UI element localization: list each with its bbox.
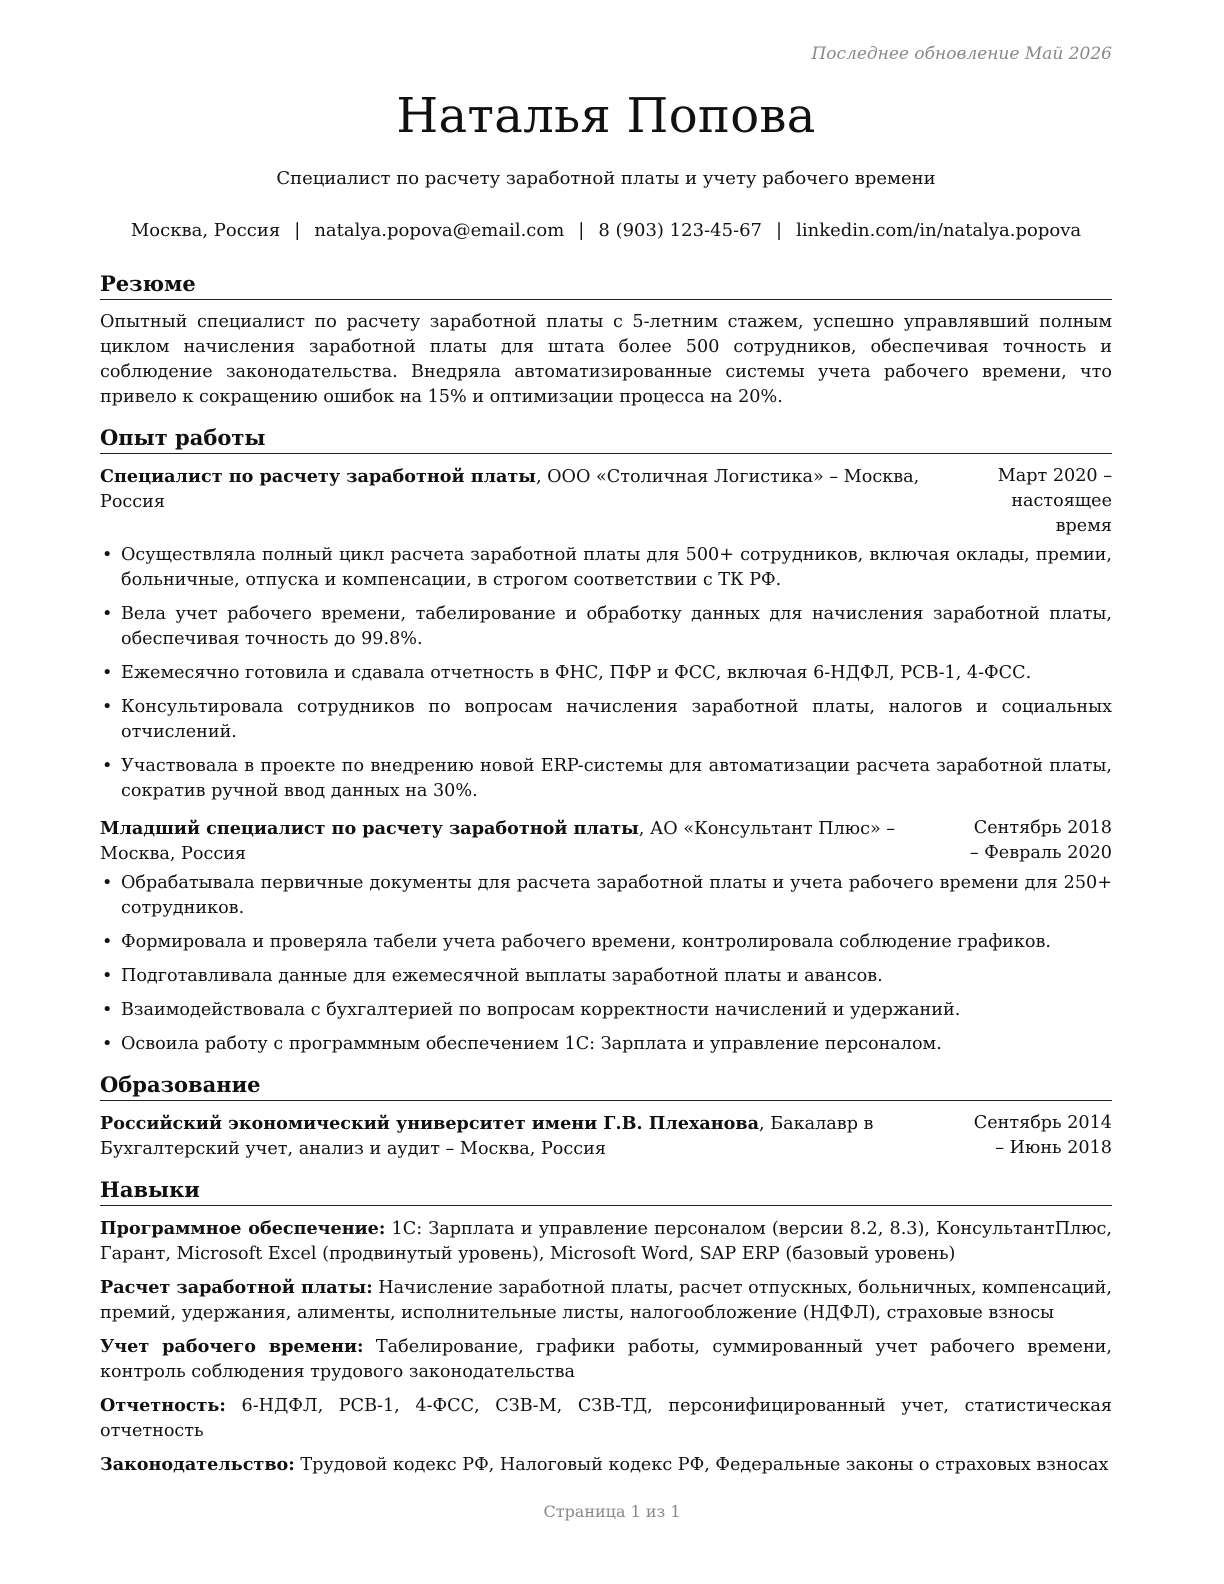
contacts-line: [100, 220, 1112, 241]
phone: 8 (903) 123-45-67: [598, 220, 763, 241]
skill-row: [100, 1452, 1112, 1478]
skills-section: [100, 1176, 1112, 1478]
location: Москва, Россия: [130, 220, 281, 241]
job-bullets: [100, 543, 1112, 804]
skill-text: Трудовой кодекс РФ, Налоговый кодекс РФ, Федеральные законы о страховых взносах: [294, 1455, 1109, 1475]
skill-text: Начисление заработной платы, расчет отпускных, больничных, компенсаций, премий, удержания, алименты, исполнительные листы, налогообложение (НДФЛ), страховые взносы: [100, 1278, 1112, 1323]
skill-text: Табелирование, графики работы, суммированный учет рабочего времени, контроль соблюдения трудового законодательства: [100, 1337, 1112, 1382]
skill-label: Расчет заработной платы:: [100, 1277, 373, 1298]
list-item: • Консультировала сотрудников по вопросам начисления заработной платы, налогов и социальных отчислений.: [100, 695, 1112, 745]
skill-label: Программное обеспечение:: [100, 1218, 386, 1239]
resume-content: [100, 270, 1112, 1492]
education-entry: [100, 1111, 1112, 1162]
education-section: [100, 1071, 1112, 1162]
job-company: , ООО «Столичная Логистика» – Москва, Россия: [100, 467, 920, 512]
experience-section: [100, 424, 1112, 1057]
last-updated: Последнее обновление Май 2026: [811, 44, 1112, 64]
separator: |: [578, 220, 585, 241]
section-title: Резюме: [100, 270, 1112, 300]
list-item: • Осуществляла полный цикл расчета заработной платы для 500+ сотрудников, включая оклады, премии, больничные, отпуска и компенсации, в строгом соответствии с ТК РФ.: [100, 543, 1112, 593]
section-title: Опыт работы: [100, 424, 1112, 454]
skill-label: Отчетность:: [100, 1395, 226, 1416]
skill-text: 6-НДФЛ, РСВ-1, 4-ФСС, СЗВ-М, СЗВ-ТД, персонифицированный учет, статистическая отчетность: [100, 1396, 1112, 1441]
job-bullets: [100, 871, 1112, 1057]
person-name: Наталья Попова: [396, 88, 816, 144]
education-dates: Сентябрь 2014 – Июнь 2018: [973, 1113, 1112, 1158]
job-dates: Март 2020 – настоящее время: [997, 466, 1112, 536]
list-item: • Подготавливала данные для ежемесячной выплаты заработной платы и авансов.: [100, 964, 1112, 989]
skill-text: 1С: Зарплата и управление персоналом (версии 8.2, 8.3), КонсультантПлюс, Гарант, Microsoft Excel (продвинутый уровень), Microsoft Word, SAP ERP (базовый уровень): [100, 1219, 1112, 1264]
list-item: • Освоила работу с программным обеспечением 1С: Зарплата и управление персоналом.: [100, 1032, 1112, 1057]
job-entry: [100, 464, 1112, 804]
job-entry: [100, 816, 1112, 1057]
skill-row: [100, 1334, 1112, 1385]
institution: Российский экономический университет имени Г.В. Плеханова: [100, 1113, 760, 1134]
job-dates: Сентябрь 2018 – Февраль 2020: [969, 818, 1112, 863]
list-item: • Взаимодействовала с бухгалтерией по вопросам корректности начислений и удержаний.: [100, 998, 1112, 1023]
job-role: Младший специалист по расчету заработной платы: [100, 818, 639, 839]
list-item: • Формировала и проверяла табели учета рабочего времени, контролировала соблюдение графиков.: [100, 930, 1112, 955]
resume-page: [100, 0, 1112, 1584]
list-item: • Обрабатывала первичные документы для расчета заработной платы и учета рабочего времени для 250+ сотрудников.: [100, 871, 1112, 921]
skill-label: Учет рабочего времени:: [100, 1336, 364, 1357]
list-item: • Участвовала в проекте по внедрению новой ERP-системы для автоматизации расчета заработной платы, сократив ручной ввод данных на 30%.: [100, 754, 1112, 804]
summary-section: [100, 270, 1112, 410]
job-title: Специалист по расчету заработной платы и учету рабочего времени: [276, 168, 936, 189]
list-item: • Ежемесячно готовила и сдавала отчетность в ФНС, ПФР и ФСС, включая 6-НДФЛ, РСВ-1, 4-ФСС.: [100, 661, 1112, 686]
job-header: [100, 464, 1112, 539]
separator: |: [294, 220, 301, 241]
section-title: Навыки: [100, 1176, 1112, 1206]
skill-row: [100, 1393, 1112, 1444]
separator: |: [776, 220, 783, 241]
skill-row: [100, 1275, 1112, 1326]
page-number: Страница 1 из 1: [543, 1502, 681, 1521]
summary-text: Опытный специалист по расчету заработной платы с 5-летним стажем, успешно управлявший полным циклом начисления заработной платы для штата более 500 сотрудников, обеспечивая точность и соблюдение законодательства. Внедряла автоматизированные системы учета рабочего времени, что привело к сокращению ошибок на 15% и оптимизации процесса на 20%.: [100, 312, 1112, 407]
skill-label: Законодательство:: [100, 1454, 295, 1475]
job-header: [100, 816, 1112, 867]
email-link[interactable]: natalya.popova@email.com: [314, 220, 565, 241]
section-title: Образование: [100, 1071, 1112, 1101]
job-company: , АО «Консультант Плюс» – Москва, Россия: [100, 819, 896, 864]
job-role: Специалист по расчету заработной платы: [100, 466, 536, 487]
list-item: • Вела учет рабочего времени, табелирование и обработку данных для начисления заработной платы, обеспечивая точность до 99.8%.: [100, 602, 1112, 652]
degree: , Бакалавр в Бухгалтерский учет, анализ и аудит – Москва, Россия: [100, 1114, 874, 1159]
skill-row: [100, 1216, 1112, 1267]
linkedin-link[interactable]: linkedin.com/in/natalya.popova: [796, 220, 1082, 241]
